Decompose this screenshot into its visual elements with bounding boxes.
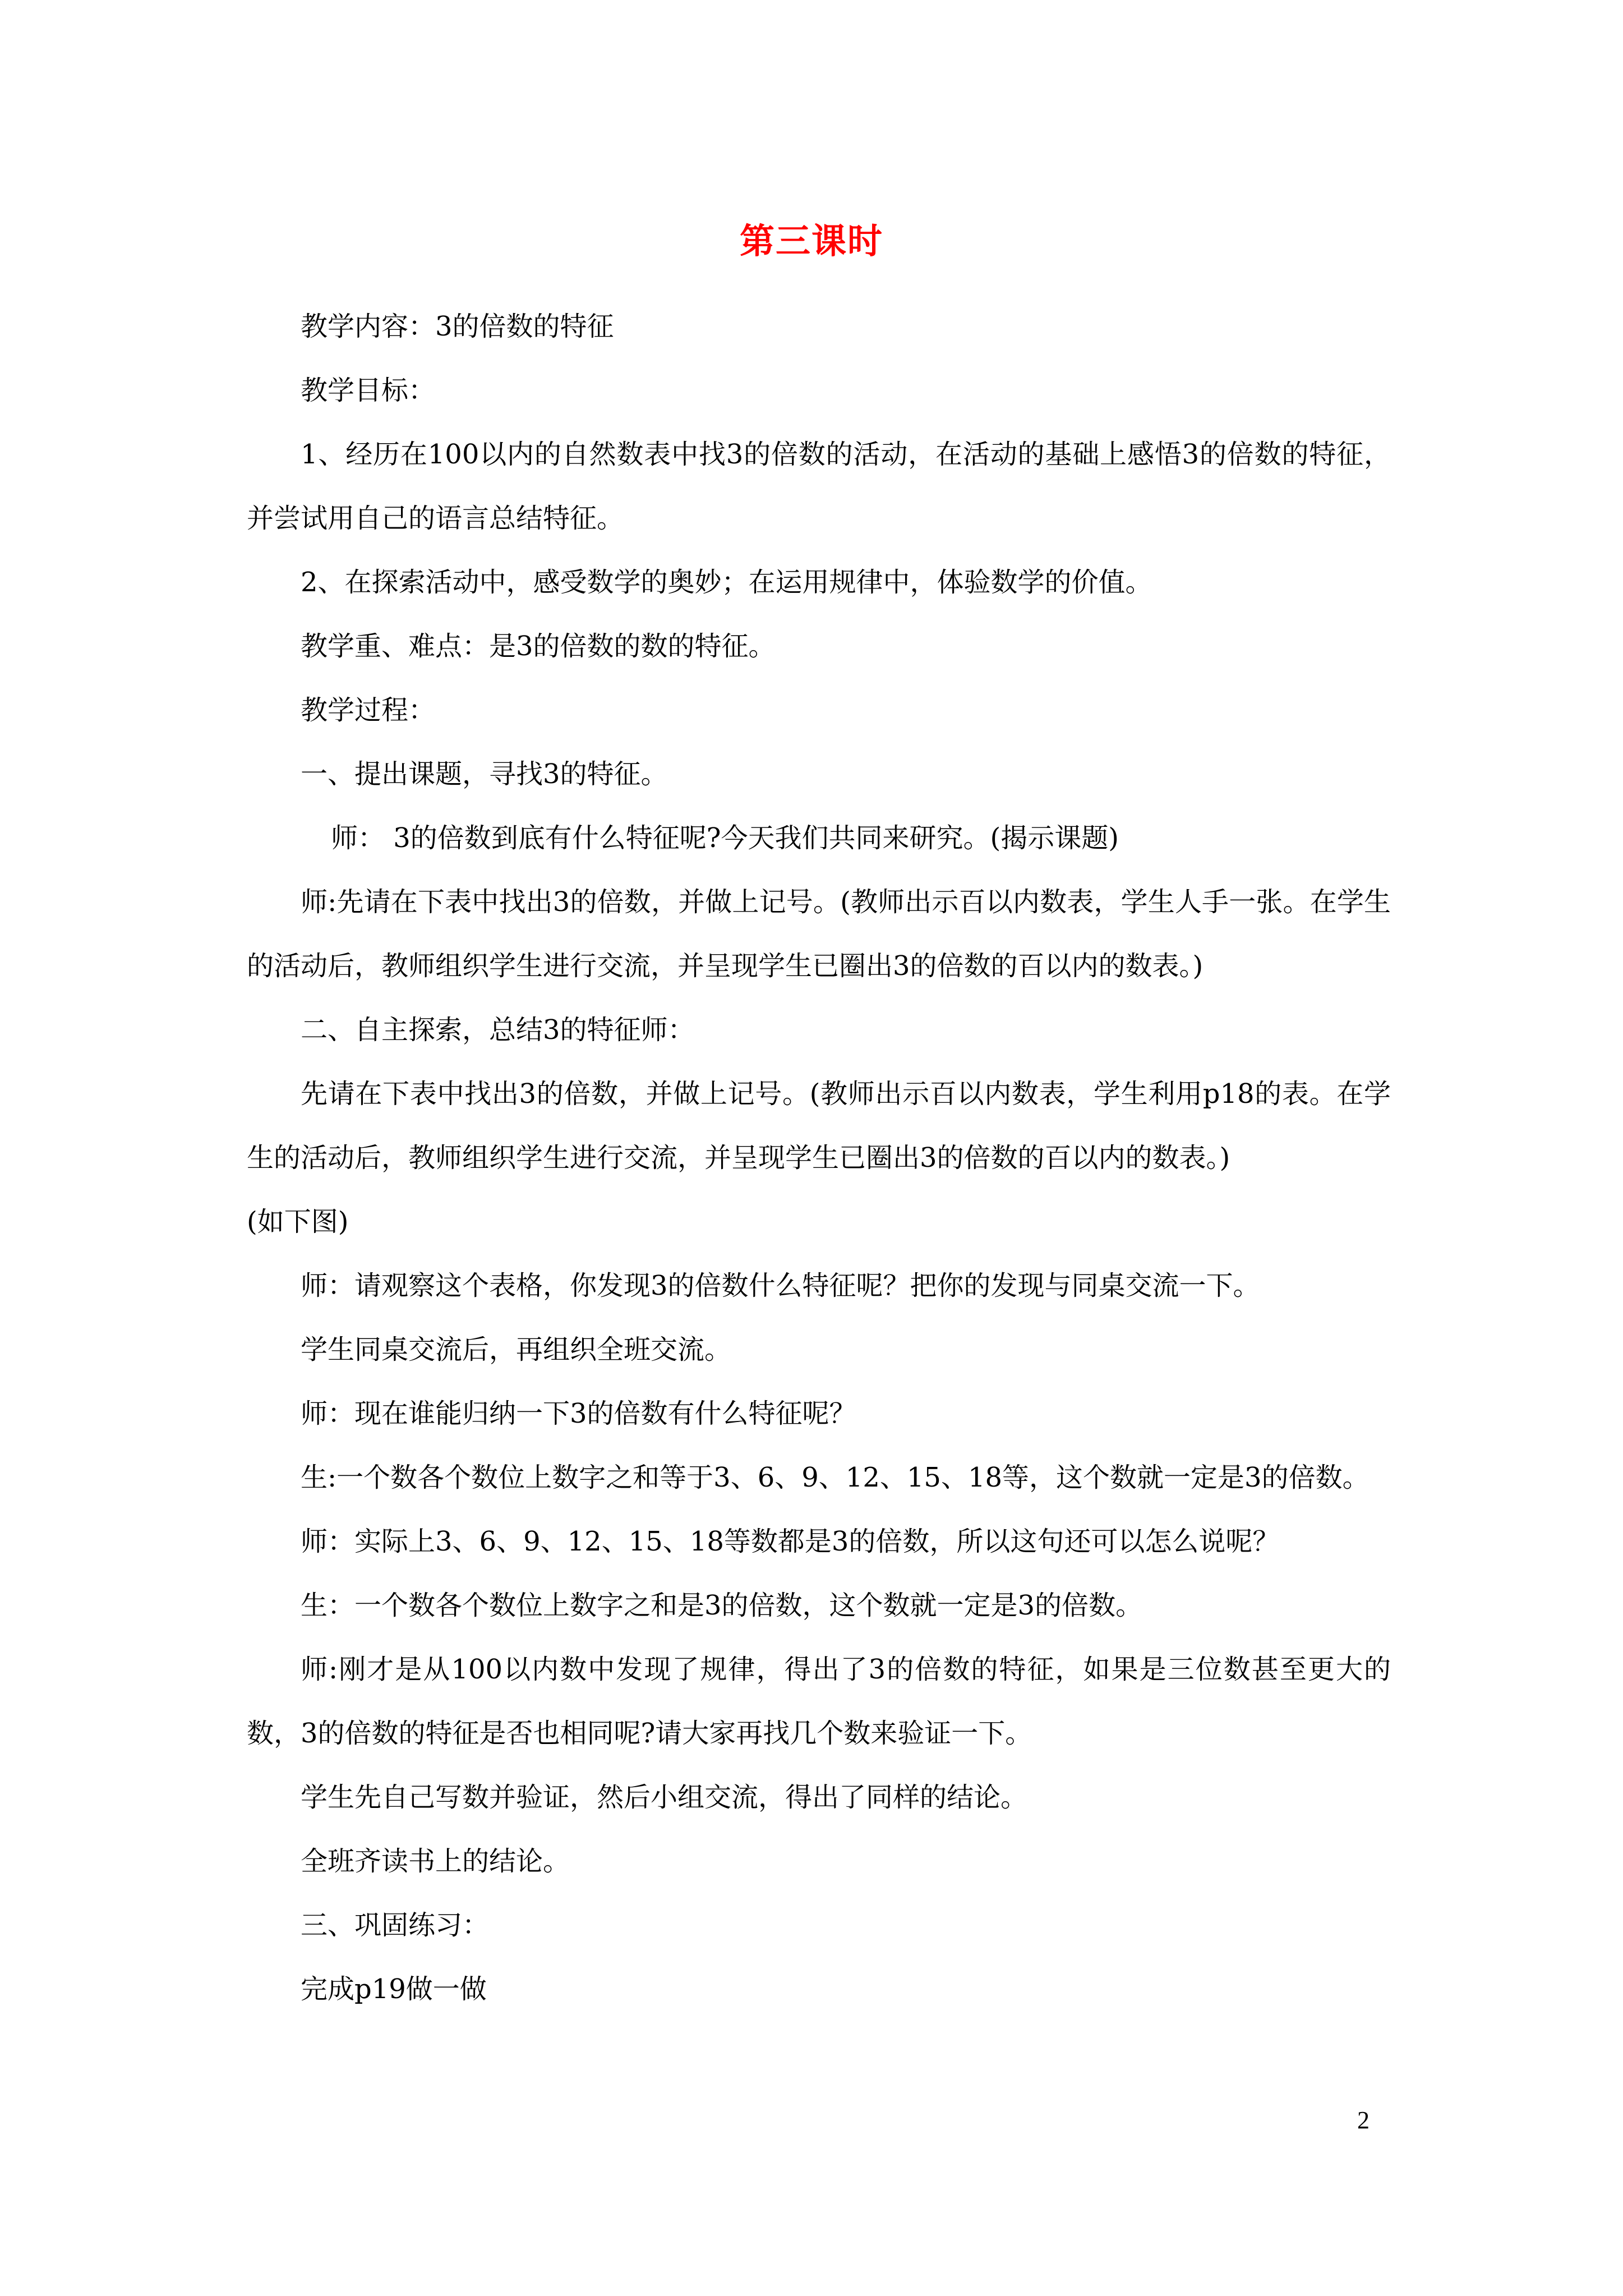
page-title: 第三课时 bbox=[739, 220, 883, 261]
paragraph-observe-table: 师：请观察这个表格，你发现3的倍数什么特征呢？把你的发现与同桌交流一下。 bbox=[301, 1270, 1260, 1301]
paragraph-section-3: 三、巩固练习： bbox=[301, 1910, 490, 1941]
paragraph-section-2: 二、自主探索，总结3的特征师： bbox=[301, 1014, 695, 1046]
paragraph-goal-2: 2、在探索活动中，感受数学的奥妙；在运用规律中，体验数学的价值。 bbox=[301, 567, 1152, 598]
paragraph-teaching-content: 教学内容：3的倍数的特征 bbox=[301, 311, 614, 342]
paragraph-see-figure: (如下图) bbox=[247, 1206, 349, 1237]
paragraph-student-answer-1: 生:一个数各个数位上数字之和等于3、6、9、12、15、18等，这个数就一定是3的倍数。 bbox=[301, 1462, 1370, 1493]
paragraph-section-1: 一、提出课题，寻找3的特征。 bbox=[301, 758, 668, 790]
paragraph-teacher-followup: 师：实际上3、6、9、12、15、18等数都是3的倍数，所以这句还可以怎么说呢？ bbox=[301, 1526, 1280, 1557]
document-body bbox=[247, 295, 1391, 2021]
paragraph-teacher-instruction: 师:先请在下表中找出3的倍数，并做上记号。(教师出示百以内数表，学生人手一张。在学生的活动后，教师组织学生进行交流，并呈现学生已圈出3的倍数的百以内的数表。) bbox=[247, 886, 1391, 982]
paragraph-goal-1: 1、经历在100以内的自然数表中找3的倍数的活动，在活动的基础上感悟3的倍数的特征，并尝试用自己的语言总结特征。 bbox=[247, 439, 1391, 534]
paragraph-teacher-verify: 师:刚才是从100以内数中发现了规律，得出了3的倍数的特征，如果是三位数甚至更大的数，3的倍数的特征是否也相同呢?请大家再找几个数来验证一下。 bbox=[247, 1654, 1391, 1749]
paragraph-summarize-question: 师：现在谁能归纳一下3的倍数有什么特征呢？ bbox=[301, 1398, 856, 1429]
paragraph-exercise: 完成p19做一做 bbox=[301, 1973, 487, 2005]
paragraph-teaching-goals-heading: 教学目标： bbox=[301, 375, 436, 406]
paragraph-student-verify: 学生先自己写数并验证，然后小组交流，得出了同样的结论。 bbox=[301, 1782, 1028, 1813]
paragraph-process-heading: 教学过程： bbox=[301, 694, 436, 726]
paragraph-read-conclusion: 全班齐读书上的结论。 bbox=[301, 1846, 570, 1877]
paragraph-class-exchange: 学生同桌交流后，再组织全班交流。 bbox=[301, 1334, 732, 1365]
paragraph-key-points: 教学重、难点：是3的倍数的数的特征。 bbox=[301, 631, 776, 662]
page-number: 2 bbox=[1357, 2106, 1370, 2134]
paragraph-student-answer-2: 生：一个数各个数位上数字之和是3的倍数，这个数就一定是3的倍数。 bbox=[301, 1590, 1143, 1621]
paragraph-teacher-intro: 师： 3的倍数到底有什么特征呢?今天我们共同来研究。(揭示课题) bbox=[331, 822, 1119, 854]
paragraph-instruction-repeat: 先请在下表中找出3的倍数，并做上记号。(教师出示百以内数表，学生利用p18的表。在学生的活动后，教师组织学生进行交流，并呈现学生已圈出3的倍数的百以内的数表。) bbox=[247, 1078, 1391, 1174]
